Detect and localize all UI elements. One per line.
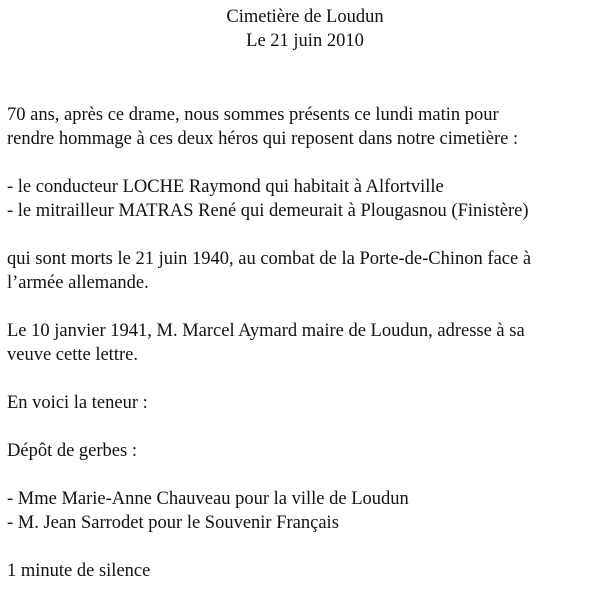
- spacer: [7, 415, 607, 439]
- text-line: l’armée allemande.: [7, 273, 149, 293]
- spacer: [7, 535, 607, 559]
- content-intro: En voici la teneur :: [7, 393, 148, 413]
- document-header: [0, 5, 610, 53]
- text-line: qui sont morts le 21 juin 1940, au combat de la Porte-de-Chinon face à: [7, 249, 532, 269]
- letter-paragraph: [7, 319, 607, 367]
- text-line: Le 10 janvier 1941, M. Marcel Aymard maire de Loudun, adresse à sa: [7, 321, 525, 341]
- list-item: - Mme Marie-Anne Chauveau pour la ville de Loudun: [7, 489, 409, 509]
- document-date: Le 21 juin 2010: [246, 31, 364, 51]
- spacer: [7, 223, 607, 247]
- spacer: [7, 295, 607, 319]
- spacer: [7, 367, 607, 391]
- list-item: - le mitrailleur MATRAS René qui demeurait à Plougasnou (Finistère): [7, 201, 529, 221]
- list-item: - M. Jean Sarrodet pour le Souvenir Français: [7, 513, 339, 533]
- text-line: rendre hommage à ces deux héros qui reposent dans notre cimetière :: [7, 129, 519, 149]
- silence-line: 1 minute de silence: [7, 561, 151, 581]
- spacer: [7, 463, 607, 487]
- text-line: 70 ans, après ce drame, nous sommes présents ce lundi matin pour: [7, 105, 499, 125]
- spacer: [7, 151, 607, 175]
- document-title: Cimetière de Loudun: [226, 7, 384, 27]
- intro-paragraph: [7, 103, 607, 151]
- document-body: [7, 103, 607, 583]
- wreaths-list: [7, 487, 607, 535]
- wreath-heading: Dépôt de gerbes :: [7, 441, 137, 461]
- heroes-list: [7, 175, 607, 223]
- list-item: - le conducteur LOCHE Raymond qui habitait à Alfortville: [7, 177, 444, 197]
- text-line: veuve cette lettre.: [7, 345, 138, 365]
- death-paragraph: [7, 247, 607, 295]
